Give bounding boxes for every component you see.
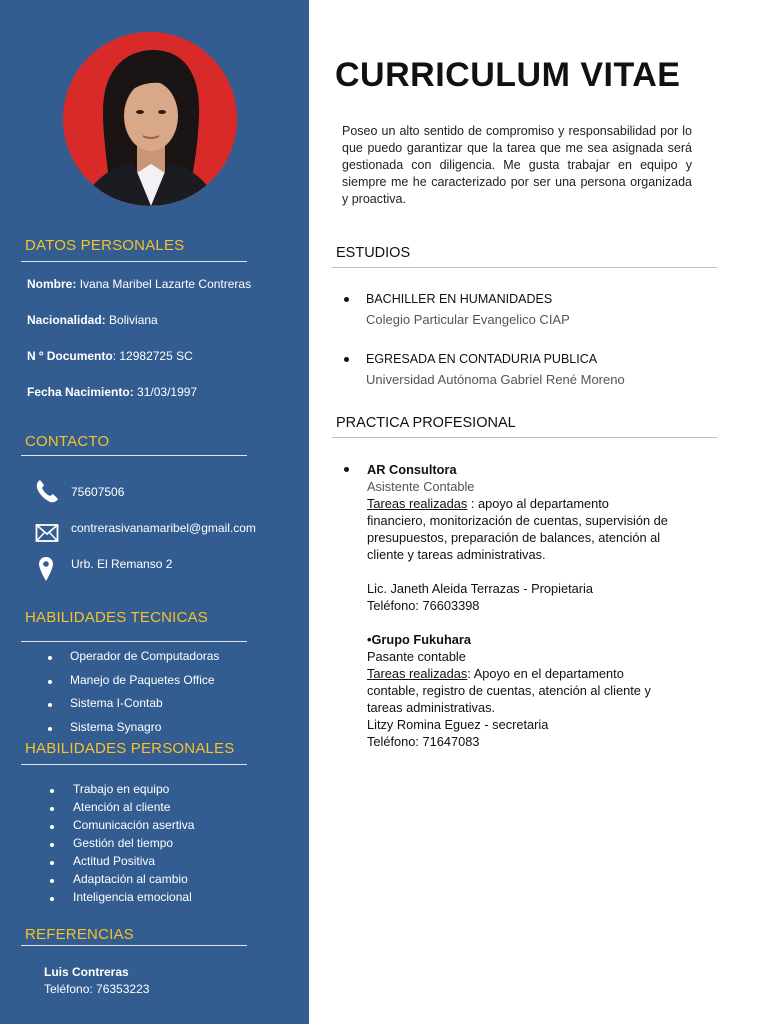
- birthdate-value: 31/03/1997: [137, 385, 198, 399]
- list-item: Comunicación asertiva: [49, 818, 194, 836]
- profile-photo-illustration: [63, 32, 237, 206]
- study-institution: Colegio Particular Evangelico CIAP: [366, 312, 570, 327]
- name-value: Ivana Maribel Lazarte Contreras: [79, 277, 252, 291]
- study-title: BACHILLER EN HUMANIDADES: [366, 292, 553, 306]
- profile-photo: [63, 32, 237, 206]
- tasks-line: cliente y tareas administrativas.: [367, 547, 546, 562]
- personal-skills-list: [49, 782, 194, 908]
- birthdate-label: Fecha Nacimiento:: [27, 385, 134, 399]
- profile-summary: Poseo un alto sentido de compromiso y responsabilidad por lo que puedo garantizar que la tarea que me sea asignada será gestionada con diligencia. Me gusta trabajar en equipo y siempre me he caracterizado por ser una persona organizada y proactiva.: [342, 124, 692, 206]
- practice-phone: Teléfono: 76603398: [367, 598, 480, 613]
- contact-phone: 75607506: [71, 485, 125, 499]
- tech-skills-list: [48, 649, 219, 743]
- bullet-icon: [344, 297, 349, 302]
- contact-divider: [21, 455, 247, 456]
- practice-role: Asistente Contable: [367, 479, 475, 494]
- personal-birthdate-row: [27, 385, 197, 399]
- list-item: Operador de Computadoras: [48, 649, 219, 673]
- list-item: Inteligencia emocional: [49, 890, 194, 908]
- list-item: Sistema I-Contab: [48, 696, 219, 720]
- bullet-icon: [344, 357, 349, 362]
- contact-address: Urb. El Remanso 2: [71, 557, 173, 571]
- references-divider: [21, 945, 247, 946]
- tasks-separator: :: [467, 496, 475, 511]
- contact-heading: CONTACTO: [25, 433, 110, 450]
- list-item: Gestión del tiempo: [49, 836, 194, 854]
- practice-company: AR Consultora: [367, 462, 457, 477]
- tasks-line: presupuestos, preparación de balances, atención al: [367, 530, 661, 545]
- tasks-line: contable, registro de cuentas, atención al cliente y: [367, 683, 651, 698]
- tech-skills-divider: [21, 641, 247, 642]
- tasks-line: tareas administrativas.: [367, 700, 496, 715]
- personal-data-divider: [21, 261, 247, 262]
- practice-heading: PRACTICA PROFESIONAL: [336, 415, 516, 431]
- personal-document-row: [27, 349, 193, 363]
- tasks-line: financiero, monitorización de cuentas, supervisión de: [367, 513, 668, 528]
- list-item: Manejo de Paquetes Office: [48, 673, 219, 697]
- location-pin-icon: [38, 556, 54, 582]
- practice-reference: Litzy Romina Eguez - secretaria: [367, 717, 549, 732]
- references-heading: REFERENCIAS: [25, 926, 134, 943]
- tech-skills-heading: HABILIDADES TECNICAS: [25, 609, 208, 626]
- reference-name: Luis Contreras: [44, 965, 129, 979]
- practice-divider: [332, 437, 717, 438]
- list-item: Sistema Synagro: [48, 720, 219, 744]
- contact-email[interactable]: contrerasivanamaribel@gmail.com: [71, 521, 256, 535]
- practice-phone: Teléfono: 71647083: [367, 734, 480, 749]
- tasks-label: Tareas realizadas: [367, 666, 468, 681]
- practice-company: •Grupo Fukuhara: [367, 632, 472, 647]
- practice-entry: [367, 461, 702, 750]
- studies-divider: [332, 267, 717, 268]
- studies-heading: ESTUDIOS: [336, 245, 411, 261]
- tasks-line: apoyo al departamento: [477, 496, 609, 511]
- personal-skills-heading: HABILIDADES PERSONALES: [25, 740, 235, 757]
- personal-name-row: [27, 277, 251, 291]
- tasks-separator: :: [467, 666, 471, 681]
- document-label: N º Documento: [27, 349, 113, 363]
- practice-reference: Lic. Janeth Aleida Terrazas - Propietaria: [367, 581, 593, 596]
- nationality-value: Boliviana: [109, 313, 158, 327]
- phone-icon: [34, 478, 60, 504]
- document-value: : 12982725 SC: [112, 349, 193, 363]
- list-item: Adaptación al cambio: [49, 872, 194, 890]
- bullet-icon: [344, 467, 349, 472]
- personal-skills-divider: [21, 764, 247, 765]
- nationality-label: Nacionalidad:: [27, 313, 106, 327]
- reference-phone: Teléfono: 76353223: [44, 982, 150, 996]
- practice-role: Pasante contable: [367, 649, 466, 664]
- study-institution: Universidad Autónoma Gabriel René Moreno: [366, 372, 625, 387]
- study-title: EGRESADA EN CONTADURIA PUBLICA: [366, 352, 598, 366]
- page-title: CURRICULUM VITAE: [335, 56, 681, 94]
- name-label: Nombre:: [27, 277, 77, 291]
- list-item: Atención al cliente: [49, 800, 194, 818]
- sidebar: [0, 0, 309, 1024]
- list-item: Actitud Positiva: [49, 854, 194, 872]
- personal-data-heading: DATOS PERSONALES: [25, 237, 185, 254]
- tasks-label: Tareas realizadas: [367, 496, 468, 511]
- personal-nationality-row: [27, 313, 158, 327]
- list-item: Trabajo en equipo: [49, 782, 194, 800]
- mail-icon: [35, 522, 59, 544]
- tasks-line: Apoyo en el departamento: [473, 666, 624, 681]
